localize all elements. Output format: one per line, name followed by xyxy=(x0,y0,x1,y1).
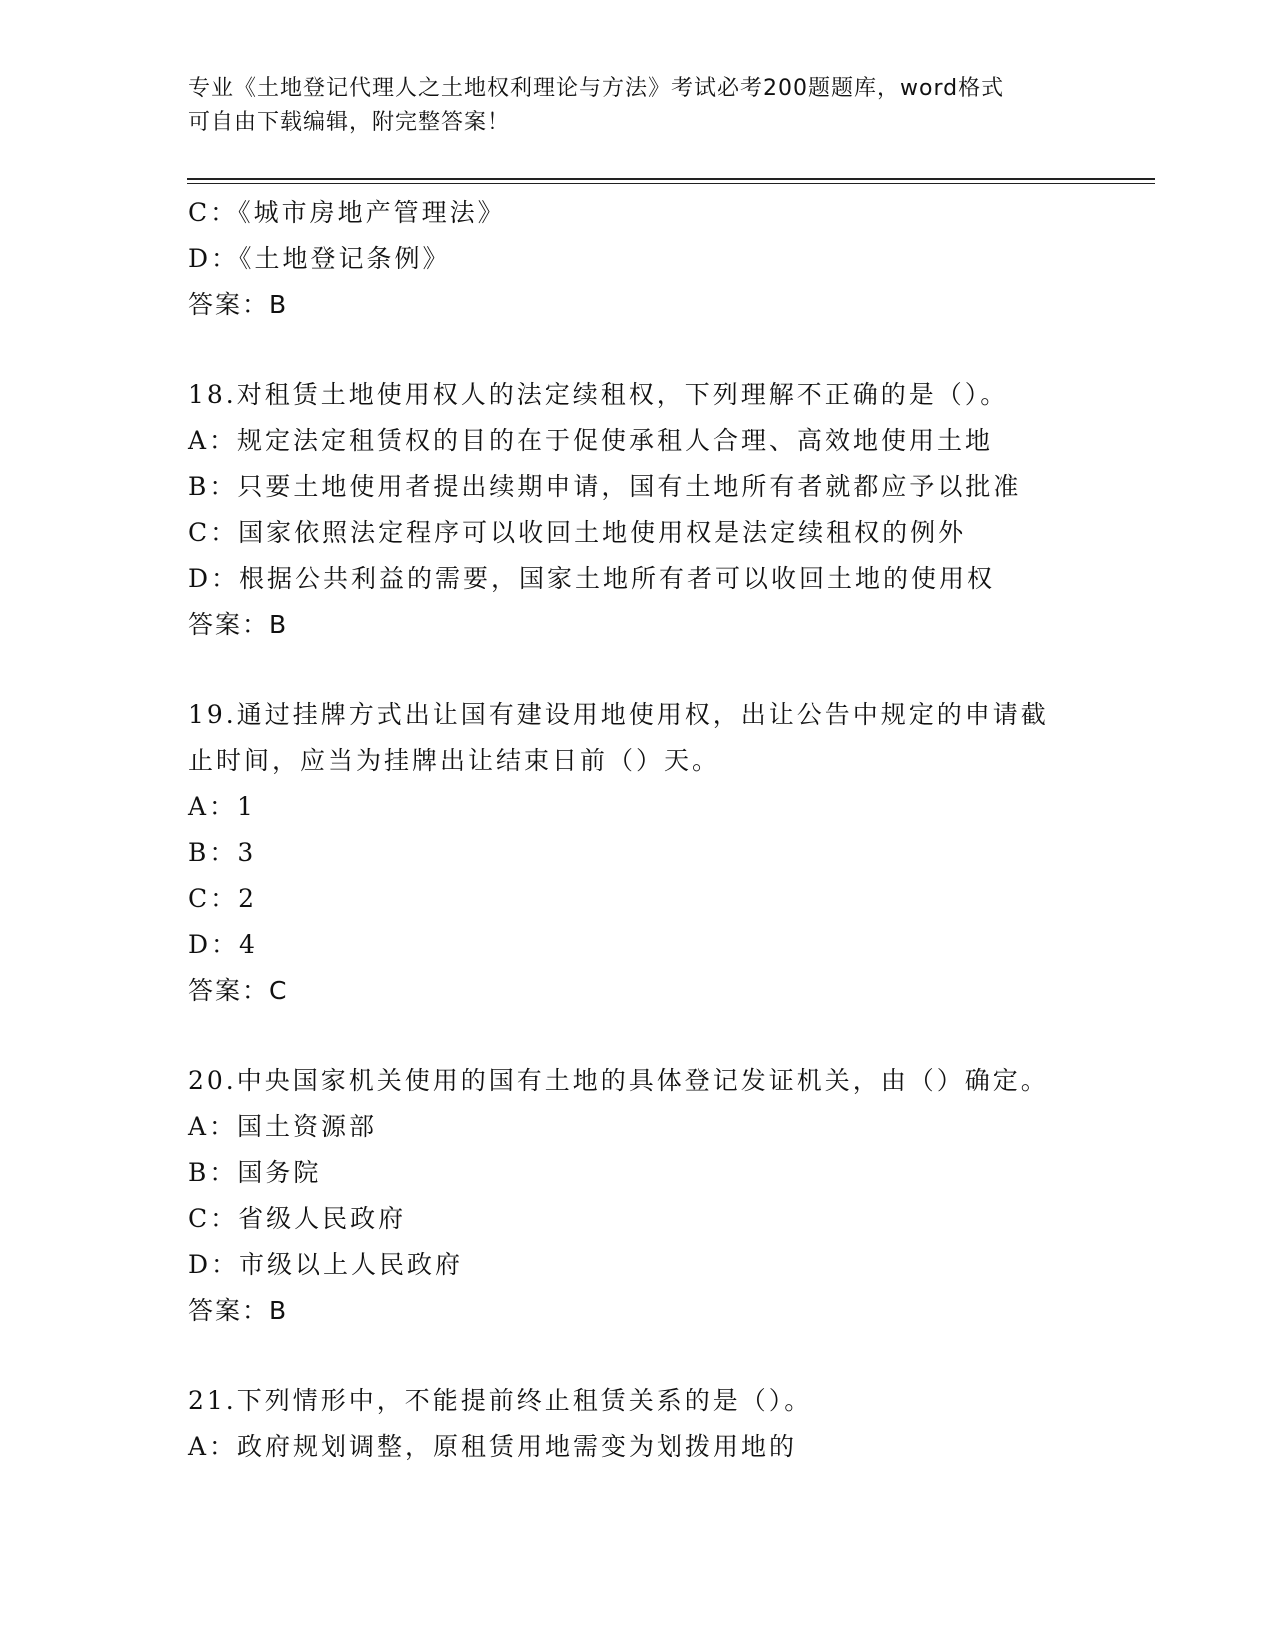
question-21 xyxy=(188,1378,1108,1470)
option-b: B：只要土地使用者提出续期申请，国有土地所有者就都应予以批准 xyxy=(188,472,1022,501)
question-stem: 21.下列情形中，不能提前终止租赁关系的是（）。 xyxy=(188,1386,813,1415)
option-d: D：市级以上人民政府 xyxy=(188,1250,464,1279)
option-a: A：1 xyxy=(188,792,256,821)
option-c: C：省级人民政府 xyxy=(188,1204,407,1233)
spacer xyxy=(188,1014,1108,1058)
spacer xyxy=(188,328,1108,372)
header-title-line-1: 专业《土地登记代理人之土地权利理论与方法》考试必考200题题库，word格式 xyxy=(188,76,1005,101)
question-stem-line-2: 止时间，应当为挂牌出让结束日前（）天。 xyxy=(188,746,721,775)
option-a: A：政府规划调整，原租赁用地需变为划拨用地的 xyxy=(188,1432,798,1461)
answer-line: 答案：B xyxy=(188,290,289,319)
option-b: B：3 xyxy=(188,838,257,867)
option-c: C：国家依照法定程序可以收回土地使用权是法定续租权的例外 xyxy=(188,518,967,547)
question-18 xyxy=(188,372,1108,648)
document-header xyxy=(188,72,1088,140)
spacer xyxy=(188,1334,1108,1378)
option-b: B：国务院 xyxy=(188,1158,322,1187)
question-17-tail xyxy=(188,190,1108,328)
question-list xyxy=(188,190,1108,1470)
answer-line: 答案：B xyxy=(188,1296,289,1325)
option-c: C：《城市房地产管理法》 xyxy=(188,198,506,227)
option-d: D：4 xyxy=(188,930,258,959)
option-a: A：规定法定租赁权的目的在于促使承租人合理、高效地使用土地 xyxy=(188,426,994,455)
question-stem: 18.对租赁土地使用权人的法定续租权，下列理解不正确的是（）。 xyxy=(188,380,1009,409)
answer-line: 答案：B xyxy=(188,610,289,639)
question-stem-line-1: 19.通过挂牌方式出让国有建设用地使用权，出让公告中规定的申请截 xyxy=(188,700,1049,729)
option-d: D：根据公共利益的需要，国家土地所有者可以收回土地的使用权 xyxy=(188,564,996,593)
option-a: A：国土资源部 xyxy=(188,1112,378,1141)
option-c: C：2 xyxy=(188,884,258,913)
option-d: D：《土地登记条例》 xyxy=(188,244,451,273)
spacer xyxy=(188,648,1108,692)
question-stem: 20.中央国家机关使用的国有土地的具体登记发证机关，由（）确定。 xyxy=(188,1066,1049,1095)
question-19 xyxy=(188,692,1108,1014)
answer-line: 答案：C xyxy=(188,976,289,1005)
question-20 xyxy=(188,1058,1108,1334)
header-title-line-2: 可自由下载编辑，附完整答案！ xyxy=(188,110,511,135)
header-divider xyxy=(187,178,1155,184)
